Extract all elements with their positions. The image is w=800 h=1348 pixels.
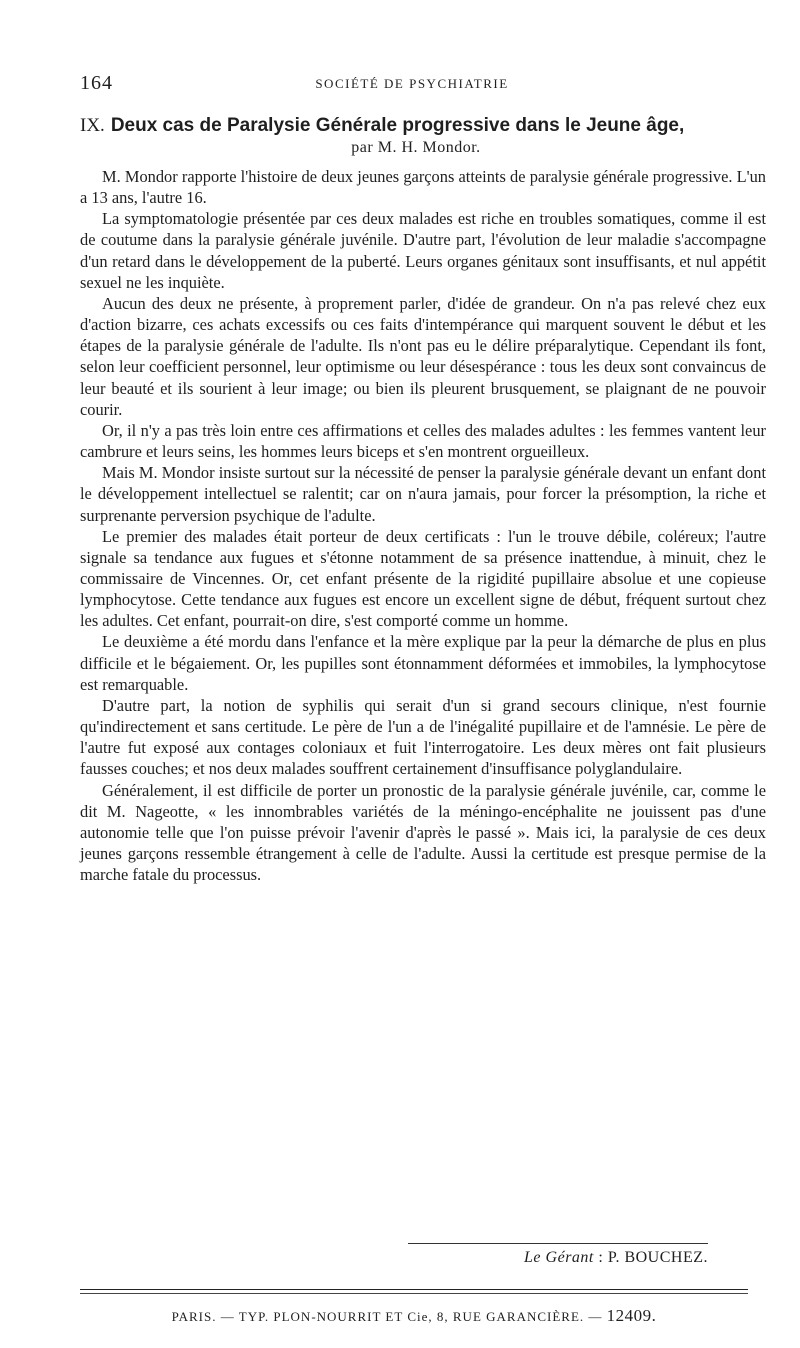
paragraph-8: D'autre part, la notion de syphilis qui serait d'un si grand secours clinique, n'est fournie qu'indirectement et sans certitude. Le père de l'un a de l'inégalité pupillaire et de l'amnésie. Le père de l'autre fut exposé aux contages coloniaux et fuit l'interrogatoire. Les deux mères ont fait plusieurs fausses couches; et nos deux malades souffrent certainement d'insuffisance polyglandulaire.	[80, 695, 766, 779]
article-title	[80, 114, 764, 138]
article-heading	[80, 114, 764, 158]
paragraph-3: Aucun des deux ne présente, à proprement parler, d'idée de grandeur. On n'a pas relevé chez eux d'action bizarre, ces achats excessifs ou ces faits d'intempérance qui marquent souvent le début et les étapes de la paralysie générale de l'adulte. Ils n'ont pas eu le délire préparalytique. Cependant ils font, selon leur coefficient personnel, leur optimisme ou leur désespérance : tous les deux sont convaincus de leur beauté et ils sourient à leur image; ou bien ils pleurent brusquement, se plaignant de ne pouvoir courir.	[80, 293, 766, 419]
footer-rule-top	[80, 1289, 748, 1290]
footer-rule-bottom	[80, 1293, 748, 1294]
paragraph-1: M. Mondor rapporte l'histoire de deux jeunes garçons atteints de paralysie générale progressive. L'un a 13 ans, l'autre 16.	[80, 167, 766, 208]
article-body	[80, 166, 766, 885]
signature-rule	[408, 1243, 708, 1244]
signature-name: P. BOUCHEZ.	[607, 1249, 708, 1266]
imprint-text: PARIS. — TYP. PLON-NOURRIT ET Cie, 8, RUE GARANCIÈRE. —	[171, 1309, 607, 1324]
imprint-number: 12409.	[606, 1306, 657, 1325]
signature-separator: :	[593, 1249, 608, 1266]
article-title-text: Deux cas de Paralysie Générale progressive dans le Jeune âge,	[110, 115, 685, 136]
signature-role: Le Gérant	[524, 1249, 594, 1266]
article-byline: par M. H. Mondor.	[351, 139, 481, 156]
paragraph-9: Généralement, il est difficile de porter un pronostic de la paralysie générale juvénile, car, comme le dit M. Nageotte, « les innombrables variétés de la méningo-encéphalite ne jouissent pas d'une autonomie telle que l'on puisse prévoir l'avenir d'après le passé ». Mais ici, la paralysie de ces deux jeunes garçons ressemble étrangement à celle de l'adulte. Aussi la certitude est presque permise de la marche fatale du processus.	[80, 780, 766, 885]
printer-imprint	[80, 1306, 748, 1326]
paragraph-5: Mais M. Mondor insiste surtout sur la nécessité de penser la paralysie générale devant un enfant dont le développement intellectuel se ralentit; car on n'aura jamais, pour forcer la présomption, la riche et surprenante perversion psychique de l'adulte.	[80, 463, 766, 525]
paragraph-2: La symptomatologie présentée par ces deux malades est riche en troubles somatiques, comme il est de coutume dans la paralysie générale juvénile. D'autre part, l'évolution de leur maladie s'accompagne d'un retard dans le développement de la puberté. Leurs organes génitaux sont insuffisants, et nul appétit sexuel ne les inquiète.	[80, 209, 766, 292]
paragraph-6: Le premier des malades était porteur de deux certificats : l'un le trouve débile, coléreux; l'autre signale sa tendance aux fugues et s'étonne notamment de sa présence inattendue, à minuit, chez le commissaire de Vincennes. Or, cet enfant présente de la rigidité pupillaire absolue et une copieuse lymphocytose. Cette tendance aux fugues est encore un excellent signe de début, fréquent surtout chez les adultes. Cet enfant, pourrait-on dire, s'est comporté comme un homme.	[80, 526, 766, 631]
paragraph-4: Or, il n'y a pas très loin entre ces affirmations et celles des malades adultes : les femmes vantent leur cambrure et leurs seins, les hommes leurs biceps et s'en montrent orgueilleux.	[80, 420, 766, 462]
paragraph-7: Le deuxième a été mordu dans l'enfance et la mère explique par la peur la démarche de plus en plus difficile et le bégaiement. Or, les pupilles sont étonnamment déformées et immobiles, la lymphocytose est remarquable.	[80, 632, 766, 694]
running-head	[80, 72, 744, 96]
page-number: 164	[80, 72, 113, 94]
journal-title: SOCIÉTÉ DE PSYCHIATRIE	[315, 76, 509, 91]
article-number: IX.	[80, 115, 105, 136]
signature	[408, 1249, 708, 1267]
